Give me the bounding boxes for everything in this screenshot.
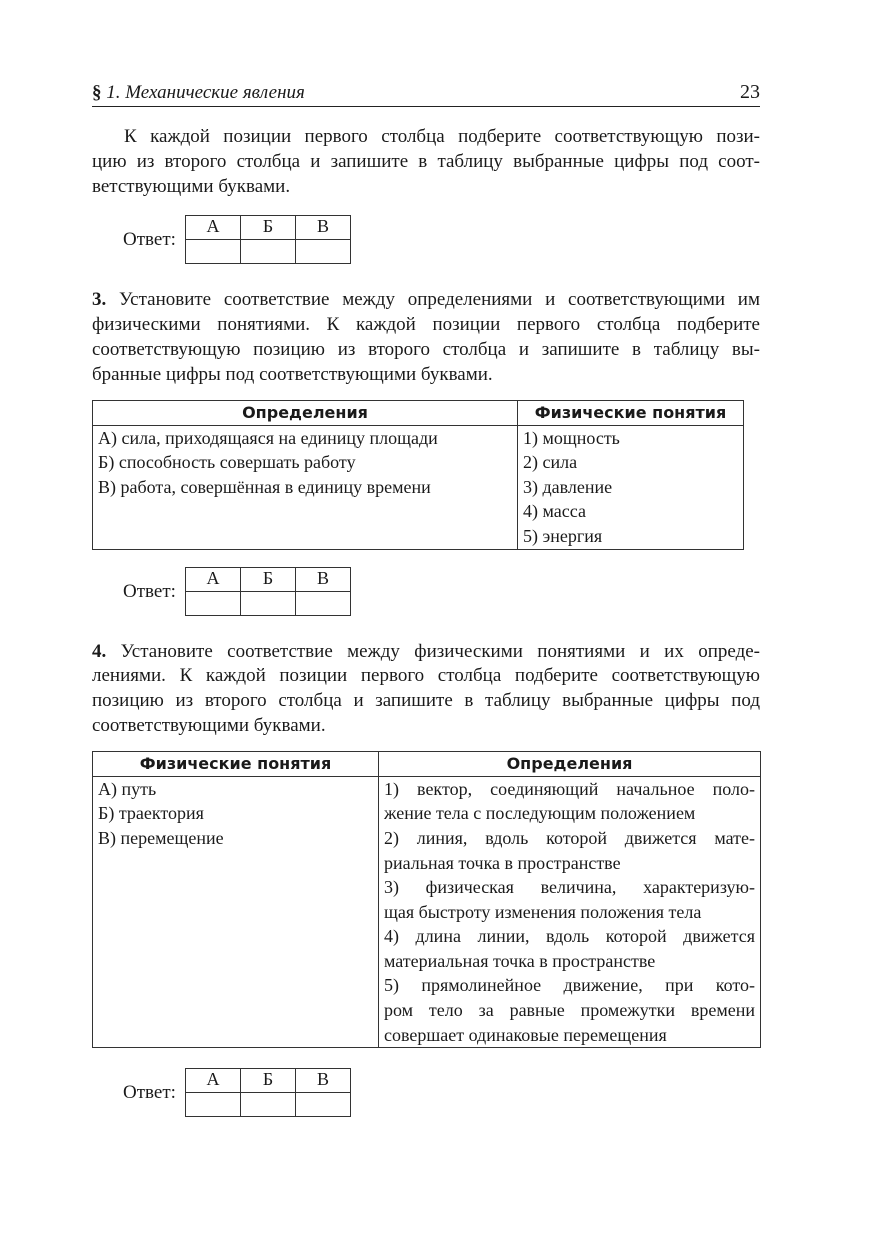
answer-table xyxy=(185,567,351,616)
task3-concepts xyxy=(518,425,744,549)
task3-definition: А) сила, приходящаяся на единицу площади xyxy=(98,427,438,448)
answer-letter: А xyxy=(186,567,241,591)
answer-cell[interactable] xyxy=(186,1093,241,1117)
task4-concept: А) путь xyxy=(98,778,157,799)
answer-label: Ответ: xyxy=(123,1082,176,1104)
task4-definition-line: жение тела с последующим положением xyxy=(384,803,696,824)
page xyxy=(92,80,760,1124)
task3-col1-header: Определения xyxy=(93,400,518,425)
task4-table xyxy=(92,751,761,1049)
section-title xyxy=(92,82,305,104)
task4-definitions xyxy=(379,776,761,1048)
answer-cell[interactable] xyxy=(241,1093,296,1117)
task4-definition-line: ром тело за равные промежутки времени xyxy=(384,1000,755,1021)
task4-concepts xyxy=(93,776,379,1048)
answer-cell[interactable] xyxy=(296,591,351,615)
task4-concept: Б) траектория xyxy=(98,803,204,824)
task3-concept: 4) масса xyxy=(523,501,586,522)
task3-concept: 2) сила xyxy=(523,452,578,473)
task4-definition-line: 1) вектор, соединяющий начальное поло- xyxy=(384,778,755,799)
answer-table xyxy=(185,1068,351,1117)
answer-label: Ответ: xyxy=(123,229,176,251)
intro-line: цию из второго столбца и запишите в таблицу выбранные цифры под соот- xyxy=(92,150,760,172)
task4-definition-line: материальная точка в пространстве xyxy=(384,950,656,971)
task3-line-text: Установите соответствие между определениями и соответствующими им xyxy=(119,289,760,311)
answer-table xyxy=(185,215,351,264)
section-mark: § xyxy=(92,82,102,103)
task3-table xyxy=(92,400,744,550)
intro-line: К каждой позиции первого столбца подберите соответствующую пози- xyxy=(124,126,760,147)
intro-line: ветствующими буквами. xyxy=(92,175,291,197)
answer-cell[interactable] xyxy=(296,240,351,264)
answer-letter: Б xyxy=(241,567,296,591)
answer-letter: В xyxy=(296,1069,351,1093)
task3-definitions xyxy=(93,425,518,549)
task4-definition-line: 4) длина линии, вдоль которой движется xyxy=(384,926,755,947)
answer-letter: В xyxy=(296,216,351,240)
answer-cell[interactable] xyxy=(241,240,296,264)
task4-line xyxy=(92,640,760,665)
answer-cell[interactable] xyxy=(186,240,241,264)
task4-number: 4. xyxy=(92,640,107,662)
task3-concept: 3) давление xyxy=(523,476,613,497)
answer-cell[interactable] xyxy=(241,591,296,615)
task3-concept: 1) мощность xyxy=(523,427,620,448)
task3-number: 3. xyxy=(92,289,107,311)
answer-cell[interactable] xyxy=(186,591,241,615)
task4-definition-line: 2) линия, вдоль которой движется мате- xyxy=(384,827,755,848)
answer-letter: В xyxy=(296,567,351,591)
task3-definition: Б) способность совершать работу xyxy=(98,452,356,473)
answer-letter: А xyxy=(186,1069,241,1093)
answer-letter: А xyxy=(186,216,241,240)
task4-col1-header: Физические понятия xyxy=(93,751,379,776)
task3-line xyxy=(92,288,760,313)
task4-concept: В) перемещение xyxy=(98,827,224,848)
answer-letter: Б xyxy=(241,216,296,240)
answer-block xyxy=(92,567,760,623)
answer-block xyxy=(92,1068,760,1124)
task4-line: соответствующими буквами. xyxy=(92,714,326,736)
answer-cell[interactable] xyxy=(296,1093,351,1117)
task3-definition: В) работа, совершённая в единицу времени xyxy=(98,476,431,497)
answer-letter: Б xyxy=(241,1069,296,1093)
task3-col2-header: Физические понятия xyxy=(518,400,744,425)
task4-definition-line: 5) прямолинейное движение, при кото- xyxy=(384,975,755,996)
task4-line: позицию из второго столбца и запишите в таблицу выбранные цифры под xyxy=(92,690,760,712)
answer-block xyxy=(92,215,760,271)
section-title-text: 1. Механические явления xyxy=(106,82,305,103)
task4-line-text: Установите соответствие между физическими понятиями и их опреде- xyxy=(120,640,761,662)
running-header xyxy=(92,80,760,107)
page-number: 23 xyxy=(740,81,760,103)
task3-line: физическими понятиями. К каждой позиции первого столбца подберите xyxy=(92,314,760,336)
task4-col2-header: Определения xyxy=(379,751,761,776)
task3-line: бранные цифры под соответствующими буквами. xyxy=(92,363,493,385)
task4-line: лениями. К каждой позиции первого столбца подберите соответствующую xyxy=(92,665,760,687)
task4-definition-line: 3) физическая величина, характеризую- xyxy=(384,877,755,898)
task4-definition-line: совершает одинаковые перемещения xyxy=(384,1024,667,1045)
task3-concept: 5) энергия xyxy=(523,525,603,546)
task3-line: соответствующую позицию из второго столбца и запишите в таблицу вы- xyxy=(92,338,760,360)
task4-definition-line: щая быстроту изменения положения тела xyxy=(384,901,702,922)
task4-definition-line: риальная точка в пространстве xyxy=(384,852,621,873)
answer-label: Ответ: xyxy=(123,580,176,602)
